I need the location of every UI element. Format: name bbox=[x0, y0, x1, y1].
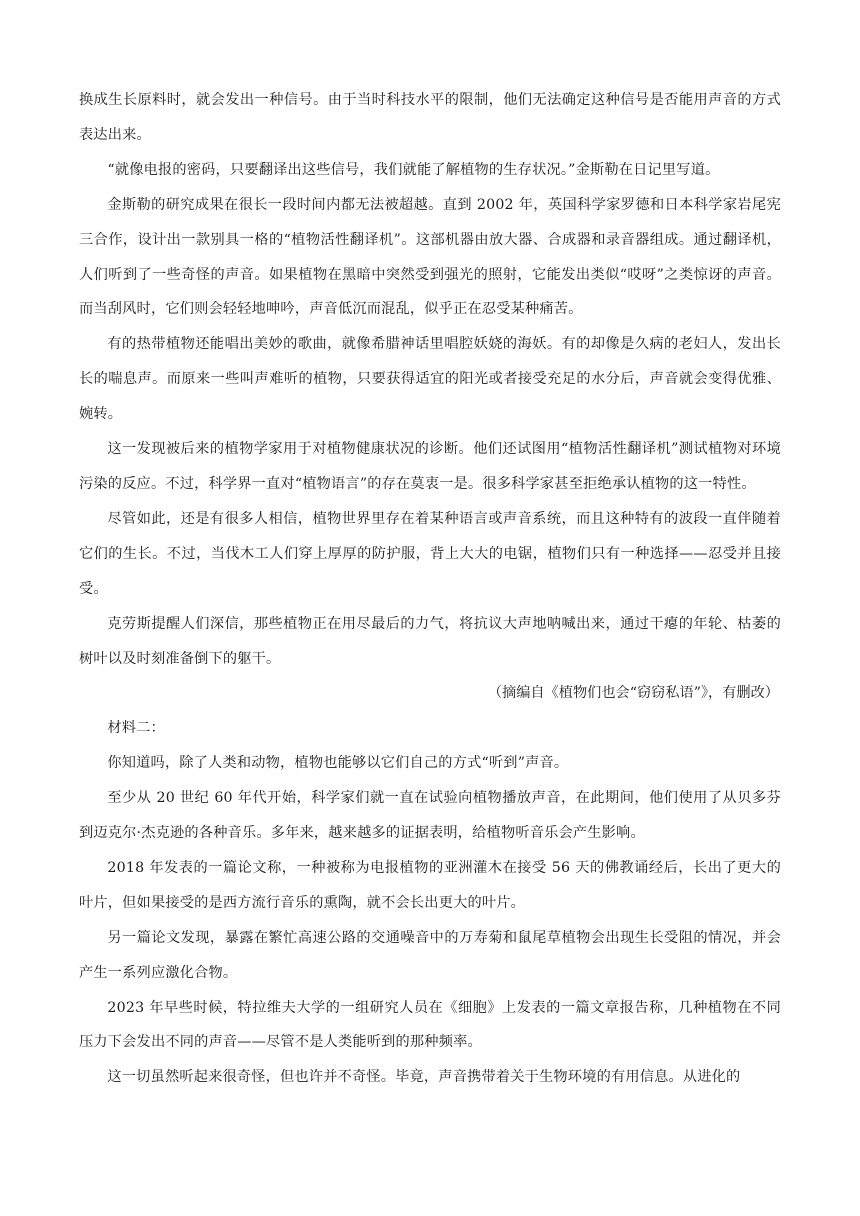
source-note: （摘编自《植物们也会“窃窃私语”》，有删改） bbox=[487, 685, 779, 702]
paragraph: 2023 年早些时候，特拉维夫大学的一组研究人员在《细胞》上发表的一篇文章报告称，几种植物在不同压力下会发出不同的声音——尽管不是人类能听到的那种频率。 bbox=[79, 999, 781, 1051]
paragraph: 克劳斯提醒人们深信，那些植物正在用尽最后的力气，将抗议大声地呐喊出来，通过干瘪的年轮、枯萎的树叶以及时刻准备倒下的躯干。 bbox=[79, 615, 781, 667]
paragraph: 至少从 20 世纪 60 年代开始，科学家们就一直在试验向植物播放声音，在此期间，他们使用了从贝多芬到迈克尔·杰克逊的各种音乐。多年来，越来越多的证据表明，给植物听音乐会产生影响。 bbox=[79, 790, 781, 842]
paragraph-truncated: 这一切虽然听起来很奇怪，但也许并不奇怪。毕竟，声音携带着关于生物环境的有用信息。从进化的 bbox=[107, 1069, 741, 1086]
section-label: 材料二： bbox=[107, 720, 165, 737]
paragraph: 你知道吗，除了人类和动物，植物也能够以它们自己的方式“听到”声音。 bbox=[107, 755, 569, 772]
paragraph: 2018 年发表的一篇论文称，一种被称为电报植物的亚洲灌木在接受 56 天的佛教诵经后，长出了更大的叶片，但如果接受的是西方流行音乐的熏陶，就不会长出更大的叶片。 bbox=[79, 859, 781, 911]
paragraph: 尽管如此，还是有很多人相信，植物世界里存在着某种语言或声音系统，而且这种特有的波段一直伴随着它们的生长。不过，当伐木工人们穿上厚厚的防护服，背上大大的电锯，植物们只有一种选择——忍受并且接受。 bbox=[79, 510, 781, 597]
paragraph-quote: “就像电报的密码，只要翻译出这些信号，我们就能了解植物的生存状况。”金斯勒在日记里写道。 bbox=[107, 161, 720, 178]
paragraph: 金斯勒的研究成果在很长一段时间内都无法被超越。直到 2002 年，英国科学家罗德和日本科学家岩尾宪三合作，设计出一款别具一格的“植物活性翻译机”。这部机器由放大器、合成器和录音器组成。通过翻译机，人们听到了一些奇怪的声音。如果植物在黑暗中突然受到强光的照射，它能发出类似“哎呀”之类惊讶的声音。而当刮风时，它们则会轻轻地呻吟，声音低沉而混乱，似乎正在忍受某种痛苦。 bbox=[79, 196, 781, 318]
article-body bbox=[79, 83, 781, 1095]
paragraph: 另一篇论文发现，暴露在繁忙高速公路的交通噪音中的万寿菊和鼠尾草植物会出现生长受阻的情况，并会产生一系列应激化合物。 bbox=[79, 929, 781, 981]
paragraph: 这一发现被后来的植物学家用于对植物健康状况的诊断。他们还试图用“植物活性翻译机”测试植物对环境污染的反应。不过，科学界一直对“植物语言”的存在莫衷一是。很多科学家甚至拒绝承认植物的这一特性。 bbox=[79, 441, 781, 492]
paragraph: 有的热带植物还能唱出美妙的歌曲，就像希腊神话里唱腔妖娆的海妖。有的却像是久病的老妇人，发出长长的喘息声。而原来一些叫声难听的植物，只要获得适宜的阳光或者接受充足的水分后，声音就会变得优雅、婉转。 bbox=[79, 336, 781, 423]
paragraph-continuation: 换成生长原料时，就会发出一种信号。由于当时科技水平的限制，他们无法确定这种信号是否能用声音的方式表达出来。 bbox=[79, 92, 781, 143]
